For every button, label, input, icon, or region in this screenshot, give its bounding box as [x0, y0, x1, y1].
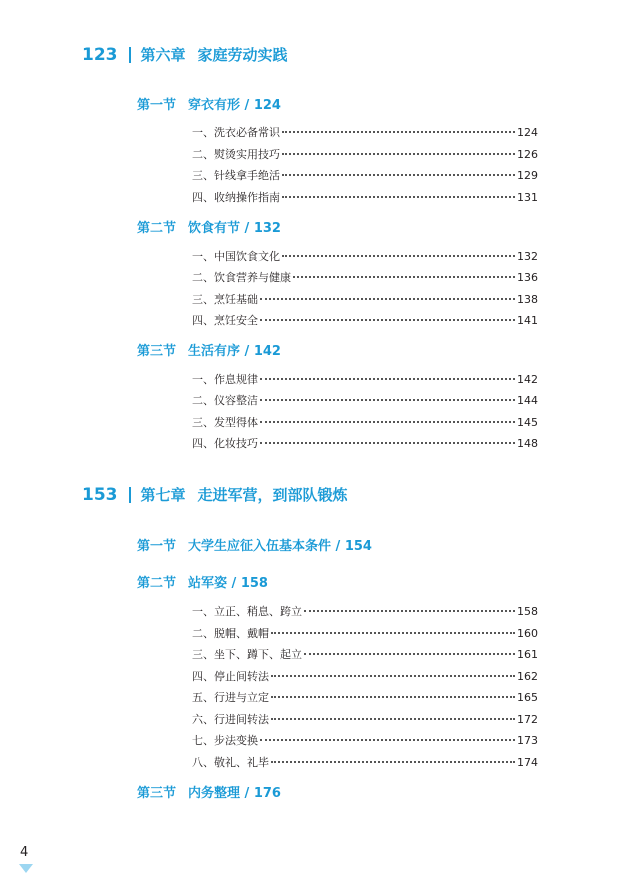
section-heading: [137, 572, 268, 591]
chapter-label: 第七章: [140, 486, 186, 504]
toc-entry: [192, 291, 538, 307]
entry-page: 141: [517, 314, 538, 327]
dot-leader: [260, 319, 515, 321]
entry-title: 二、熨烫实用技巧: [192, 148, 280, 161]
entry-title: 六、行进间转法: [192, 713, 269, 726]
entry-page: 158: [517, 605, 538, 618]
entry-page: 165: [517, 691, 538, 704]
entry-page: 172: [517, 713, 538, 726]
entry-page: 145: [517, 416, 538, 429]
section-label: 第一节: [137, 98, 177, 113]
entry-title: 四、化妆技巧: [192, 437, 258, 450]
entry-page: 161: [517, 648, 538, 661]
entry-title: 二、仪容整洁: [192, 394, 258, 407]
section-heading: [137, 217, 281, 236]
entry-page: 144: [517, 394, 538, 407]
toc-entry: [192, 414, 538, 430]
toc-entry: [192, 625, 538, 641]
section-heading: [137, 340, 281, 359]
dot-leader: [304, 610, 515, 612]
chapter-divider: [129, 47, 131, 63]
section-heading: [137, 782, 281, 801]
entry-title: 四、烹饪安全: [192, 314, 258, 327]
entry-title: 一、中国饮食文化: [192, 250, 280, 263]
toc-entry: [192, 189, 538, 205]
entry-title: 四、停止间转法: [192, 670, 269, 683]
dot-leader: [282, 255, 515, 257]
toc-entry: [192, 167, 538, 183]
entry-page: 126: [517, 148, 538, 161]
entry-page: 124: [517, 126, 538, 139]
section-label: 第二节: [137, 221, 177, 236]
entry-page: 173: [517, 734, 538, 747]
dot-leader: [304, 653, 515, 655]
toc-entry: [192, 711, 538, 727]
chapter-heading: [82, 484, 348, 505]
entry-page: 148: [517, 437, 538, 450]
entry-page: 174: [517, 756, 538, 769]
section-title: 生活有序 / 142: [188, 344, 281, 359]
section-label: 第一节: [137, 539, 177, 554]
entry-page: 160: [517, 627, 538, 640]
section-label: 第三节: [137, 344, 177, 359]
toc-entry: [192, 435, 538, 451]
entry-title: 五、行进与立定: [192, 691, 269, 704]
entry-page: 162: [517, 670, 538, 683]
section-title: 内务整理 / 176: [188, 786, 281, 801]
page-number: 4: [20, 845, 29, 860]
dot-leader: [260, 399, 515, 401]
toc-entry: [192, 248, 538, 264]
toc-entry: [192, 732, 538, 748]
section-label: 第三节: [137, 786, 177, 801]
toc-entry: [192, 754, 538, 770]
dot-leader: [282, 196, 515, 198]
toc-entry: [192, 146, 538, 162]
entry-title: 三、针线拿手绝活: [192, 169, 280, 182]
dot-leader: [293, 276, 515, 278]
section-heading: [137, 535, 372, 554]
toc-entry: [192, 392, 538, 408]
dot-leader: [271, 696, 515, 698]
dot-leader: [282, 174, 515, 176]
toc-entry: [192, 269, 538, 285]
section-title: 站军姿 / 158: [188, 576, 268, 591]
chapter-page-number: 123: [82, 44, 118, 65]
entry-page: 129: [517, 169, 538, 182]
chapter-label: 第六章: [140, 46, 186, 64]
dot-leader: [271, 675, 515, 677]
toc-entry: [192, 668, 538, 684]
dot-leader: [282, 131, 515, 133]
chapter-heading: [82, 44, 288, 65]
chapter-divider: [129, 487, 131, 503]
page-marker-icon: [19, 864, 33, 873]
toc-entry: [192, 689, 538, 705]
dot-leader: [271, 632, 515, 634]
dot-leader: [260, 739, 515, 741]
entry-title: 二、脱帽、戴帽: [192, 627, 269, 640]
entry-page: 132: [517, 250, 538, 263]
section-title: 饮食有节 / 132: [188, 221, 281, 236]
entry-title: 三、烹饪基础: [192, 293, 258, 306]
entry-page: 142: [517, 373, 538, 386]
dot-leader: [260, 442, 515, 444]
section-heading: [137, 94, 281, 113]
dot-leader: [271, 718, 515, 720]
section-title: 穿衣有形 / 124: [188, 98, 281, 113]
entry-title: 三、发型得体: [192, 416, 258, 429]
entry-title: 三、坐下、蹲下、起立: [192, 648, 302, 661]
entry-page: 138: [517, 293, 538, 306]
entry-title: 二、饮食营养与健康: [192, 271, 291, 284]
entry-title: 七、步法变换: [192, 734, 258, 747]
dot-leader: [260, 421, 515, 423]
entry-title: 四、收纳操作指南: [192, 191, 280, 204]
entry-title: 一、洗衣必备常识: [192, 126, 280, 139]
chapter-title: 走进军营，到部队锻炼: [197, 486, 348, 504]
toc-entry: [192, 371, 538, 387]
dot-leader: [271, 761, 515, 763]
dot-leader: [260, 378, 515, 380]
entry-page: 131: [517, 191, 538, 204]
entry-page: 136: [517, 271, 538, 284]
section-title: 大学生应征入伍基本条件 / 154: [188, 539, 372, 554]
toc-entry: [192, 603, 538, 619]
entry-title: 八、敬礼、礼毕: [192, 756, 269, 769]
dot-leader: [282, 153, 515, 155]
toc-entry: [192, 124, 538, 140]
entry-title: 一、立正、稍息、跨立: [192, 605, 302, 618]
chapter-page-number: 153: [82, 484, 118, 505]
entry-title: 一、作息规律: [192, 373, 258, 386]
chapter-title: 家庭劳动实践: [197, 46, 288, 64]
toc-entry: [192, 646, 538, 662]
dot-leader: [260, 298, 515, 300]
toc-entry: [192, 312, 538, 328]
section-label: 第二节: [137, 576, 177, 591]
